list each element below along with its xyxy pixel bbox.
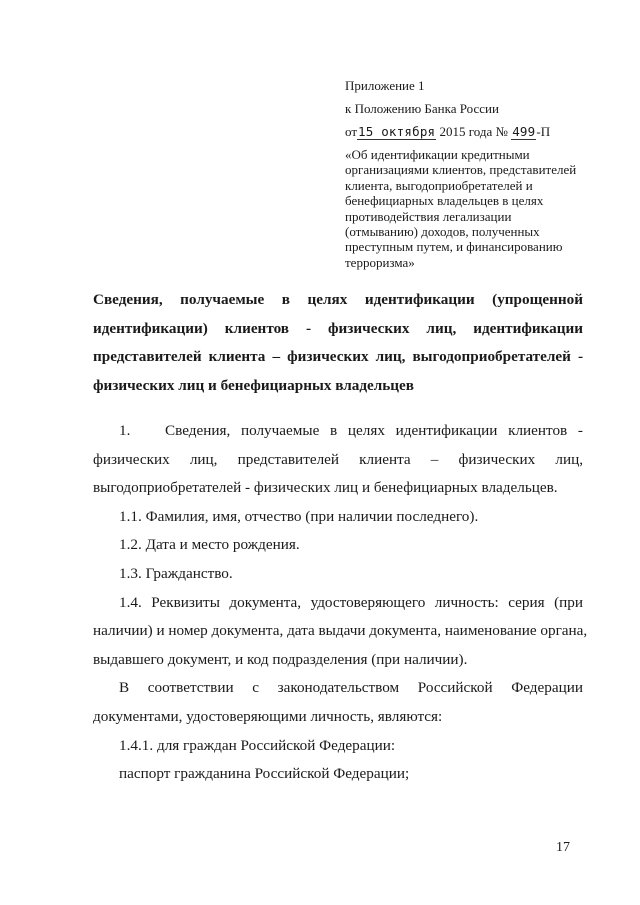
handwritten-date: 15 октября (358, 124, 436, 139)
title-line: физических лиц и бенефициарных владельцев (93, 376, 414, 394)
paragraph-identity-docs-cont: документами, удостоверяющими личность, являются: (93, 707, 443, 725)
date-prefix: от (345, 124, 358, 139)
subject-line: преступным путем, и финансированию (345, 239, 563, 255)
number-suffix: -П (536, 124, 551, 139)
item-1-4-1: 1.4.1. для граждан Российской Федерации: (119, 736, 396, 754)
item-1-2: 1.2. Дата и место рождения. (119, 536, 300, 554)
paragraph-identity-docs: В соответствии с законодательством Российской Федерации (119, 679, 583, 697)
appendix-date-line (345, 124, 605, 139)
section-1-text: Сведения, получаемые в целях идентификации клиентов - (165, 422, 583, 439)
subject-line: «Об идентификации кредитными (345, 147, 530, 162)
section-1-heading (93, 417, 583, 446)
item-1-4-cont: наличии) и номер документа, дата выдачи документа, наименование органа, (93, 622, 588, 640)
appendix-header (345, 78, 605, 270)
handwritten-number: 499 (512, 124, 536, 139)
page-number: 17 (556, 840, 570, 855)
section-1-number: 1. (119, 422, 131, 439)
subject-line: (отмыванию) доходов, полученных (345, 224, 540, 240)
section-1-line: физических лиц, представителей клиента – физических лиц, (93, 450, 583, 468)
appendix-label: Приложение 1 (345, 78, 425, 93)
item-1-1: 1.1. Фамилия, имя, отчество (при наличии последнего). (119, 507, 479, 525)
item-1-4-cont: выдавшего документ, и код подразделения (при наличии). (93, 650, 468, 668)
section-1-line: выгодоприобретателей - физических лиц и бенефициарных владельцев. (93, 479, 558, 497)
subject-line: терроризма» (345, 254, 415, 270)
subject-line: клиента, выгодоприобретателей и (345, 177, 533, 193)
document-title (93, 286, 583, 400)
title-line: идентификации) клиентов - физических лиц, идентификации (93, 319, 583, 337)
document-body (93, 417, 588, 789)
subject-line: противодействия легализации (345, 208, 512, 224)
appendix-subject (345, 147, 605, 270)
title-line: Сведения, получаемые в целях идентификации (упрощенной (93, 291, 583, 308)
appendix-reference: к Положению Банка России (345, 101, 499, 116)
title-line: представителей клиента – физических лиц, выгодоприобретателей - (93, 348, 583, 365)
subject-line: организациями клиентов, представителей (345, 162, 577, 178)
item-1-3: 1.3. Гражданство. (119, 564, 233, 582)
date-suffix: 2015 года № (439, 124, 508, 139)
passport-item: паспорт гражданина Российской Федерации; (119, 765, 410, 783)
subject-line: бенефициарных владельцев в целях (345, 193, 544, 209)
item-1-4: 1.4. Реквизиты документа, удостоверяющего личность: серия (при (119, 593, 583, 611)
